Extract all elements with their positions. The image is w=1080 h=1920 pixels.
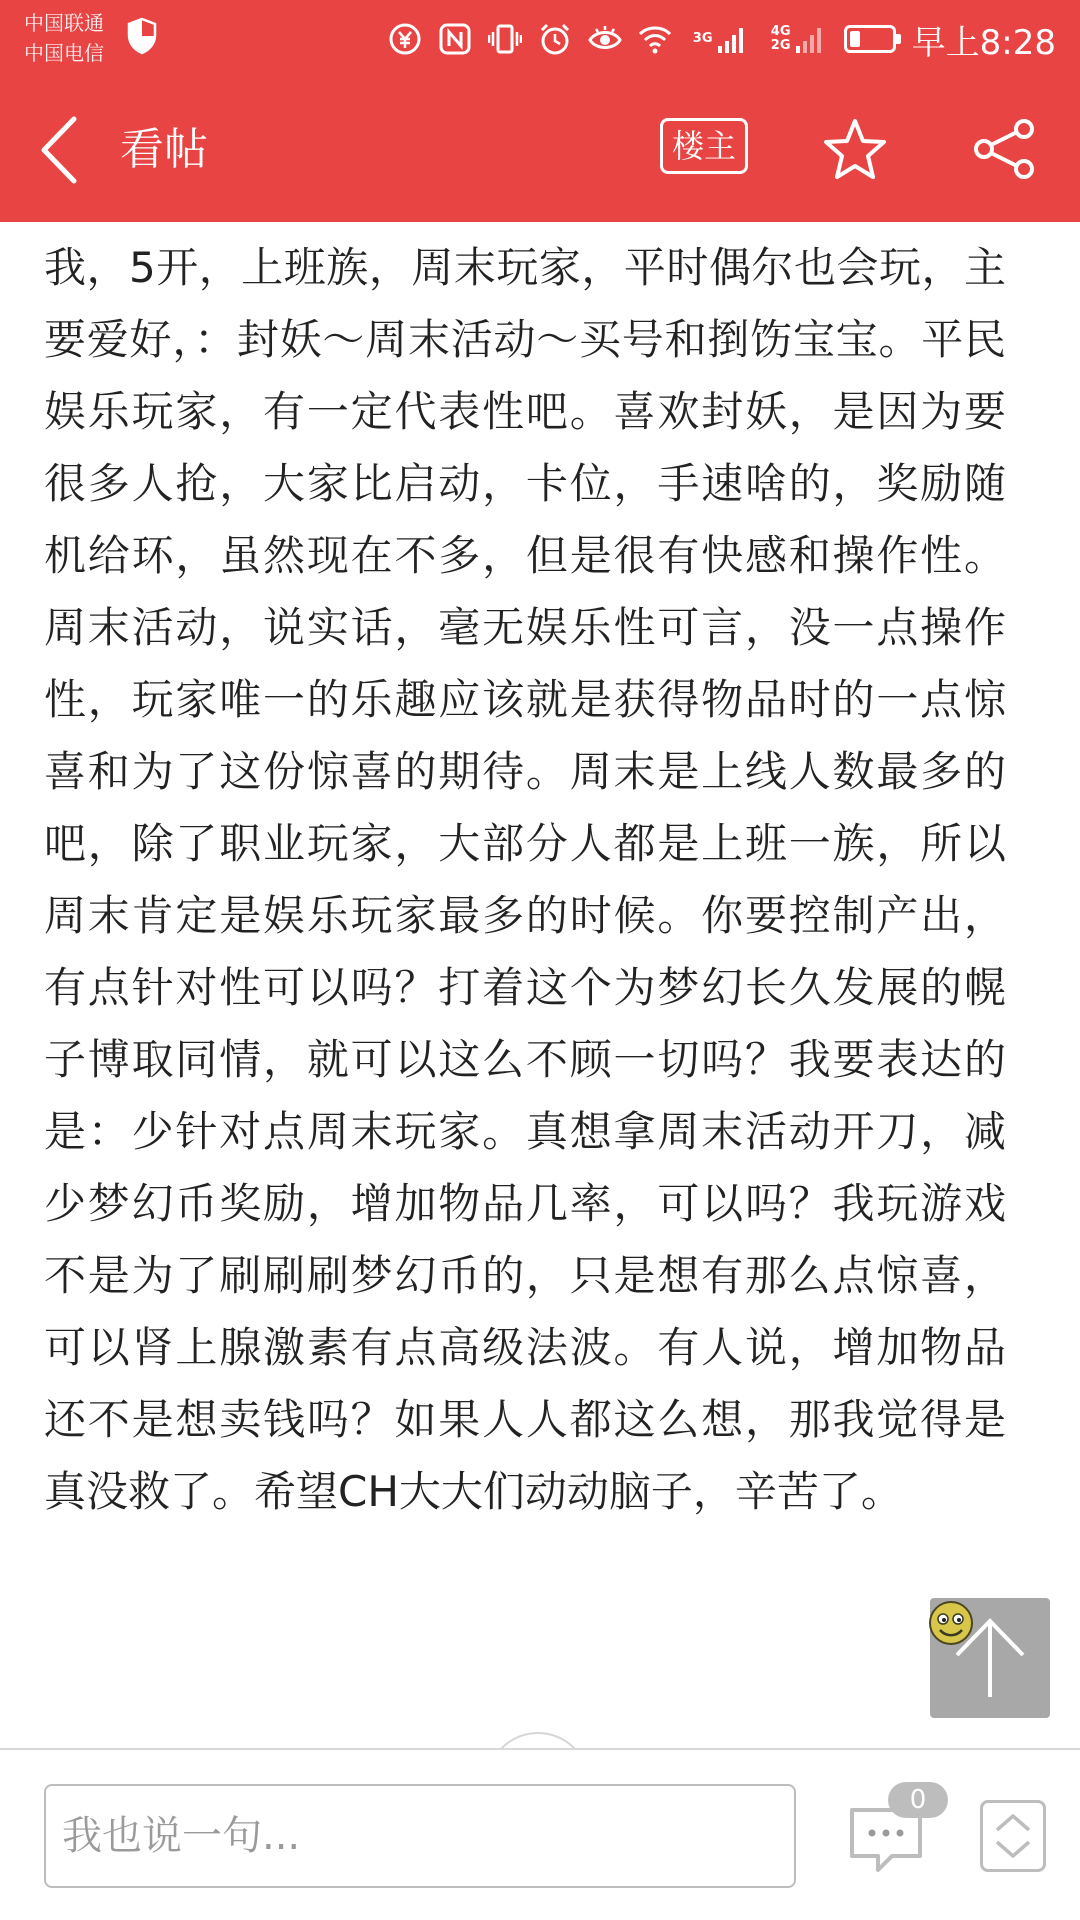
carrier-label-2: 中国电信 (24, 41, 104, 65)
page-title: 看帖 (120, 124, 208, 175)
favorite-button[interactable] (820, 114, 890, 184)
battery-tip (896, 34, 901, 44)
shield-icon (126, 16, 158, 56)
nfc-icon (438, 22, 472, 56)
network-type-label-2g: 2G (770, 38, 791, 53)
page-jump-button[interactable] (980, 1800, 1046, 1872)
status-icons (388, 14, 1056, 64)
signal-icon-sim1 (688, 22, 748, 56)
app-header (0, 78, 1080, 222)
signal-icon-sim2 (764, 22, 828, 56)
alarm-icon (538, 22, 572, 56)
share-icon (972, 118, 1038, 180)
network-type-label: 3G (692, 31, 713, 46)
battery-icon (844, 25, 896, 53)
up-down-icon (991, 1808, 1035, 1864)
status-bar (0, 0, 1080, 78)
clock: 早上8:28 (911, 22, 1056, 63)
comment-count-badge: 0 (888, 1782, 948, 1818)
back-button[interactable] (30, 112, 90, 188)
pay-icon (388, 22, 422, 56)
comment-input[interactable]: 我也说一句... (44, 1784, 796, 1888)
smiley-emoji-icon (928, 1600, 974, 1646)
star-icon (823, 117, 887, 181)
only-op-button[interactable]: 楼主 (660, 118, 748, 174)
battery-level (850, 31, 860, 47)
post-content: 我，5开，上班族，周末玩家，平时偶尔也会玩，主要爱好，：封妖～周末活动～买号和捯饬宝宝。平民娱乐玩家，有一定代表性吧。喜欢封妖，是因为要很多人抢，大家比启动，卡位，手速啥的，奖励随机给环，虽然现在不多，但是很有快感和操作性。周末活动，说实话，毫无娱乐性可言，没一点操作性，玩家唯一的乐趣应该就是获得物品时的一点惊喜和为了这份惊喜的期待。周末是上线人数最多的吧，除了职业玩家，大部分人都是上班一族，所以周末肯定是娱乐玩家最多的时候。你要控制产出，有点针对性可以吗？打着这个为梦幻长久发展的幌子博取同情，就可以这么不顾一切吗？我要表达的是：少针对点周末玩家。真想拿周末活动开刀，减少梦幻币奖励，增加物品几率，可以吗？我玩游戏不是为了刷刷刷梦幻币的，只是想有那么点惊喜，可以肾上腺激素有点高级法波。有人说，增加物品还不是想卖钱吗？如果人人都这么想，那我觉得是真没救了。希望CH大大们动动脑子，辛苦了。 (44, 243, 1006, 1516)
chevron-left-icon (38, 115, 82, 185)
share-button[interactable] (970, 114, 1040, 184)
network-type-label-4g: 4G (770, 24, 791, 39)
wifi-icon (638, 22, 672, 56)
carrier-label-1: 中国联通 (24, 11, 104, 35)
eye-comfort-icon (588, 22, 622, 56)
bottom-bar (0, 1748, 1080, 1920)
vibrate-icon (488, 22, 522, 56)
